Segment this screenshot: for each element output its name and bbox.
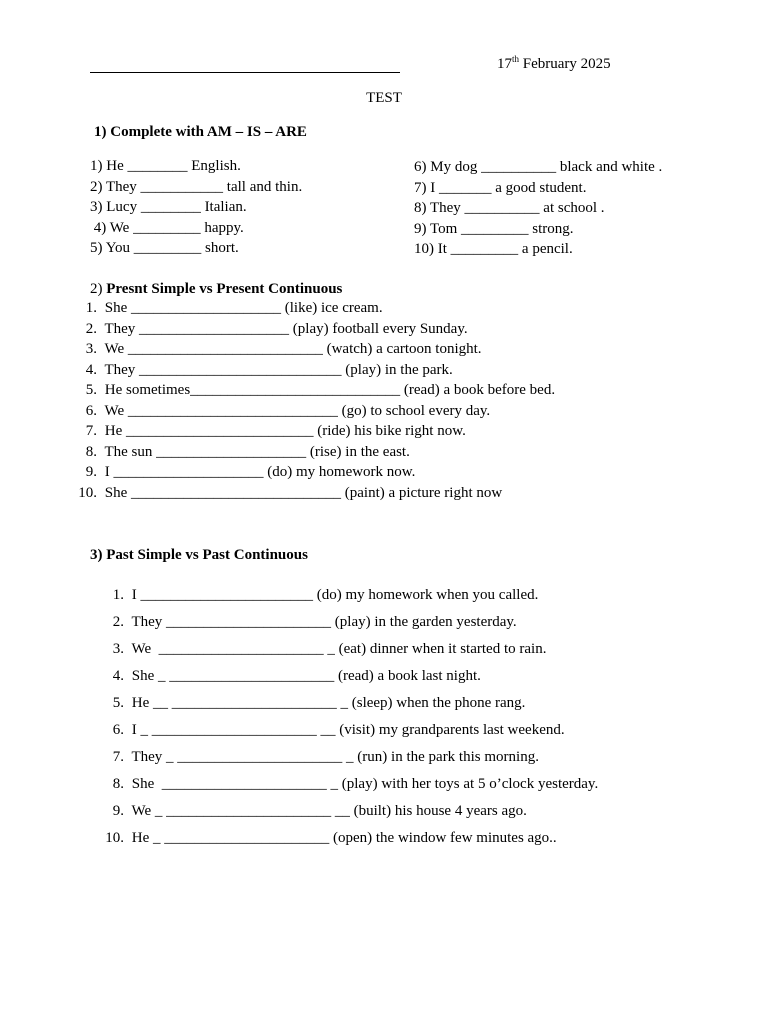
- item-text: We ____________________________ (go) to school every day.: [104, 402, 491, 419]
- item-text: They ___________________________ (play) in the park.: [104, 361, 453, 378]
- list-item: 9) Tom _________ strong.: [414, 220, 574, 237]
- list-item: 2) They ___________ tall and thin.: [90, 178, 303, 195]
- section2-heading-number: 2): [90, 281, 107, 297]
- list-item: 7) I _______ a good student.: [414, 179, 587, 196]
- item-number: 5.: [85, 382, 97, 398]
- item-text: I _______________________ (do) my homework when you called.: [131, 587, 539, 603]
- list-item: [100, 666, 598, 693]
- item-text: We _ ______________________ __ (built) his house 4 years ago.: [131, 803, 527, 819]
- section2-list: [75, 298, 555, 503]
- section1-heading: 1) Complete with AM – IS – ARE: [94, 124, 307, 140]
- item-number: 9.: [112, 803, 124, 819]
- item-text: He __ ______________________ _ (sleep) when the phone rang.: [131, 695, 526, 711]
- list-item: [100, 720, 598, 747]
- item-number: 7.: [112, 749, 124, 765]
- list-item: [100, 774, 598, 801]
- list-item: [75, 380, 555, 401]
- item-number: 10.: [105, 830, 124, 846]
- list-item: 1) He ________ English.: [90, 158, 241, 174]
- item-text: I _ ______________________ __ (visit) my grandparents last weekend.: [131, 722, 565, 738]
- item-number: 1.: [112, 587, 124, 603]
- item-number: 5.: [112, 695, 124, 711]
- list-item: 8) They __________ at school .: [414, 200, 605, 216]
- list-item: [100, 801, 598, 828]
- list-item: [100, 693, 598, 720]
- item-number: 3.: [112, 641, 124, 657]
- date-suffix: th: [512, 54, 520, 64]
- item-text: The sun ____________________ (rise) in the east.: [104, 443, 410, 460]
- item-text: They ____________________ (play) football every Sunday.: [104, 320, 468, 337]
- section2-heading: [90, 279, 342, 299]
- item-number: 2.: [85, 320, 97, 337]
- item-number: 6.: [85, 402, 97, 419]
- list-item: [100, 585, 598, 612]
- section3-list: [100, 585, 598, 855]
- item-text: She _ ______________________ (read) a book last night.: [131, 668, 481, 684]
- item-text: We ______________________ _ (eat) dinner when it started to rain.: [131, 641, 547, 657]
- list-item: [100, 612, 598, 639]
- item-number: 1.: [85, 300, 97, 316]
- list-item: [75, 421, 555, 442]
- item-number: 7.: [85, 423, 97, 439]
- item-number: 9.: [85, 464, 97, 480]
- section1-left-column: [90, 156, 302, 259]
- item-number: 4.: [85, 361, 97, 378]
- section3-heading: 3) Past Simple vs Past Continuous: [90, 547, 308, 563]
- list-item: [75, 319, 555, 340]
- name-blank-line: [90, 58, 400, 73]
- date-day: 17: [497, 56, 512, 72]
- test-title: TEST: [366, 90, 402, 106]
- item-text: We __________________________ (watch) a cartoon tonight.: [104, 341, 482, 357]
- item-text: She ____________________________ (paint) a picture right now: [104, 484, 503, 501]
- item-number: 8.: [85, 443, 97, 460]
- list-item: [75, 442, 555, 463]
- date: [497, 54, 611, 74]
- list-item: [100, 747, 598, 774]
- item-text: I ____________________ (do) my homework now.: [104, 464, 416, 480]
- list-item: [100, 828, 598, 855]
- item-number: 4.: [112, 668, 124, 684]
- list-item: [75, 462, 555, 483]
- item-text: She ____________________ (like) ice cream.: [104, 300, 383, 316]
- item-text: She ______________________ _ (play) with her toys at 5 o’clock yesterday.: [131, 776, 599, 792]
- list-item: [100, 639, 598, 666]
- list-item: 3) Lucy ________ Italian.: [90, 199, 247, 215]
- item-text: They ______________________ (play) in the garden yesterday.: [131, 614, 517, 630]
- list-item: [75, 401, 555, 422]
- list-item: [75, 483, 555, 504]
- list-item: [75, 360, 555, 381]
- item-text: He _ ______________________ (open) the window few minutes ago..: [131, 830, 557, 846]
- list-item: [75, 298, 555, 319]
- item-text: They _ ______________________ _ (run) in the park this morning.: [131, 749, 539, 765]
- item-text: He _________________________ (ride) his bike right now.: [104, 423, 466, 439]
- list-item: 5) You _________ short.: [90, 240, 239, 256]
- item-text: He sometimes____________________________ (read) a book before bed.: [104, 382, 556, 398]
- section1-right-column: [414, 157, 662, 260]
- item-number: 6.: [112, 722, 124, 738]
- item-number: 10.: [78, 484, 97, 501]
- list-item: 10) It _________ a pencil.: [414, 241, 573, 257]
- list-item: 4) We _________ happy.: [90, 219, 244, 236]
- item-number: 3.: [85, 341, 97, 357]
- item-number: 2.: [112, 614, 124, 630]
- section2-heading-text: Presnt Simple vs Present Continuous: [106, 281, 343, 297]
- date-month-year: February 2025: [519, 56, 611, 72]
- item-number: 8.: [112, 776, 124, 792]
- list-item: 6) My dog __________ black and white .: [414, 159, 663, 175]
- list-item: [75, 339, 555, 360]
